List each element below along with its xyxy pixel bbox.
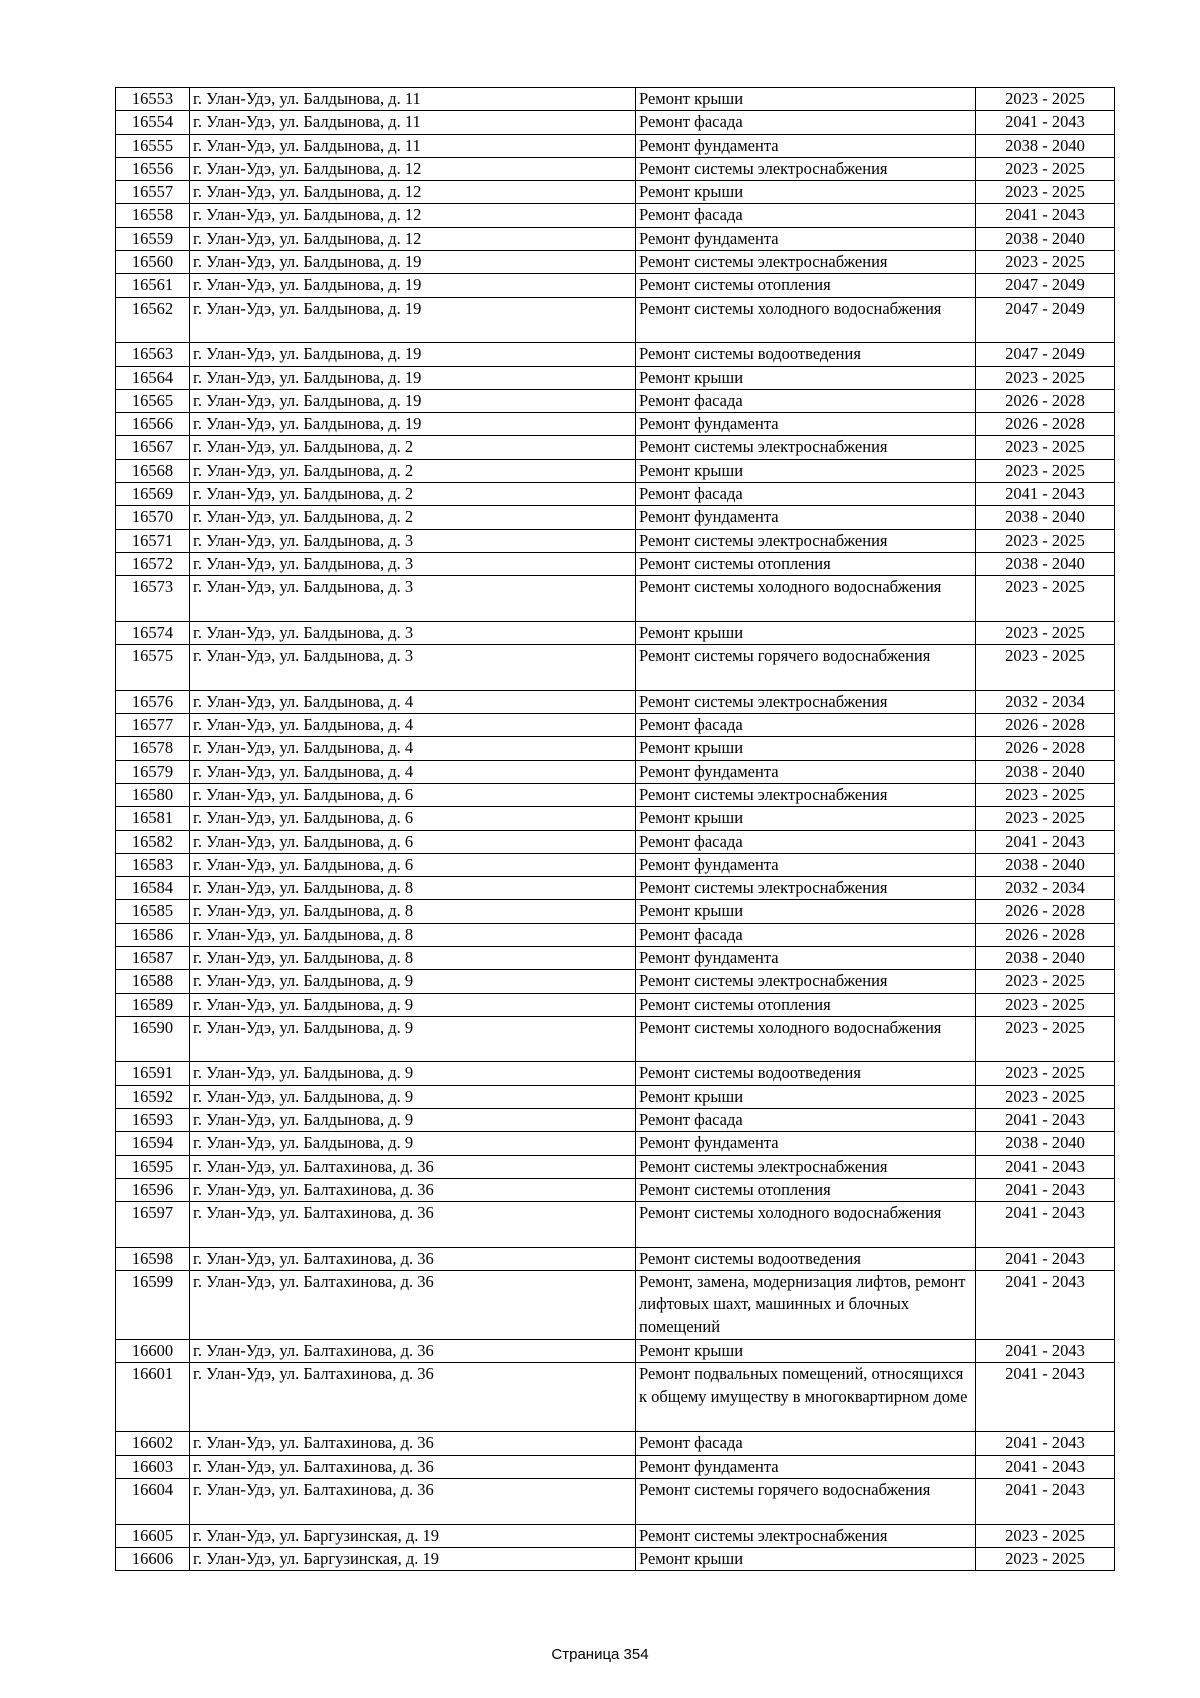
work-type-cell: Ремонт системы водоотведения: [636, 1062, 976, 1085]
table-row: [116, 111, 1115, 134]
table-row: [116, 1016, 1115, 1062]
table-row: [116, 830, 1115, 853]
row-number-cell: 16597: [116, 1202, 190, 1248]
row-number-cell: 16602: [116, 1432, 190, 1455]
address-cell: г. Улан-Удэ, ул. Балтахинова, д. 36: [190, 1202, 636, 1248]
address-cell: г. Улан-Удэ, ул. Балдынова, д. 19: [190, 343, 636, 366]
row-number-cell: 16564: [116, 366, 190, 389]
table-row: [116, 1178, 1115, 1201]
row-number-cell: 16565: [116, 389, 190, 412]
row-number-cell: 16582: [116, 830, 190, 853]
address-cell: г. Улан-Удэ, ул. Балдынова, д. 11: [190, 111, 636, 134]
table-row: [116, 436, 1115, 459]
repair-schedule-table: [115, 87, 1115, 1571]
row-number-cell: 16599: [116, 1271, 190, 1340]
row-number-cell: 16587: [116, 946, 190, 969]
table-row: [116, 506, 1115, 529]
address-cell: г. Улан-Удэ, ул. Балдынова, д. 19: [190, 366, 636, 389]
address-cell: г. Улан-Удэ, ул. Балдынова, д. 4: [190, 714, 636, 737]
row-number-cell: 16590: [116, 1016, 190, 1062]
period-cell: 2032 - 2034: [976, 877, 1115, 900]
address-cell: г. Улан-Удэ, ул. Баргузинская, д. 19: [190, 1547, 636, 1570]
address-cell: г. Улан-Удэ, ул. Балтахинова, д. 36: [190, 1247, 636, 1270]
address-cell: г. Улан-Удэ, ул. Балдынова, д. 19: [190, 251, 636, 274]
address-cell: г. Улан-Удэ, ул. Балдынова, д. 8: [190, 900, 636, 923]
period-cell: 2038 - 2040: [976, 506, 1115, 529]
row-number-cell: 16553: [116, 88, 190, 111]
period-cell: 2023 - 2025: [976, 436, 1115, 459]
work-type-cell: Ремонт фундамента: [636, 853, 976, 876]
address-cell: г. Улан-Удэ, ул. Балдынова, д. 19: [190, 274, 636, 297]
row-number-cell: 16556: [116, 157, 190, 180]
address-cell: г. Улан-Удэ, ул. Балдынова, д. 8: [190, 877, 636, 900]
address-cell: г. Улан-Удэ, ул. Балдынова, д. 3: [190, 529, 636, 552]
address-cell: г. Улан-Удэ, ул. Балдынова, д. 19: [190, 413, 636, 436]
table-row: [116, 389, 1115, 412]
work-type-cell: Ремонт системы холодного водоснабжения: [636, 1016, 976, 1062]
address-cell: г. Улан-Удэ, ул. Балтахинова, д. 36: [190, 1479, 636, 1525]
period-cell: 2026 - 2028: [976, 737, 1115, 760]
row-number-cell: 16606: [116, 1547, 190, 1570]
address-cell: г. Улан-Удэ, ул. Балдынова, д. 3: [190, 645, 636, 691]
table-row: [116, 690, 1115, 713]
row-number-cell: 16584: [116, 877, 190, 900]
table-row: [116, 760, 1115, 783]
period-cell: 2023 - 2025: [976, 576, 1115, 622]
address-cell: г. Улан-Удэ, ул. Балдынова, д. 19: [190, 297, 636, 343]
row-number-cell: 16566: [116, 413, 190, 436]
address-cell: г. Улан-Удэ, ул. Балтахинова, д. 36: [190, 1178, 636, 1201]
work-type-cell: Ремонт фундамента: [636, 134, 976, 157]
work-type-cell: Ремонт фундамента: [636, 413, 976, 436]
table-row: [116, 413, 1115, 436]
row-number-cell: 16573: [116, 576, 190, 622]
period-cell: 2041 - 2043: [976, 1455, 1115, 1478]
work-type-cell: Ремонт фасада: [636, 111, 976, 134]
table-row: [116, 483, 1115, 506]
period-cell: 2026 - 2028: [976, 900, 1115, 923]
address-cell: г. Улан-Удэ, ул. Балдынова, д. 2: [190, 506, 636, 529]
row-number-cell: 16574: [116, 621, 190, 644]
row-number-cell: 16561: [116, 274, 190, 297]
address-cell: г. Улан-Удэ, ул. Балдынова, д. 19: [190, 389, 636, 412]
address-cell: г. Улан-Удэ, ул. Балдынова, д. 6: [190, 830, 636, 853]
row-number-cell: 16603: [116, 1455, 190, 1478]
page-number: Страница 354: [551, 1646, 649, 1663]
period-cell: 2023 - 2025: [976, 1016, 1115, 1062]
work-type-cell: Ремонт фундамента: [636, 506, 976, 529]
row-number-cell: 16577: [116, 714, 190, 737]
work-type-cell: Ремонт системы электроснабжения: [636, 1155, 976, 1178]
period-cell: 2023 - 2025: [976, 251, 1115, 274]
period-cell: 2041 - 2043: [976, 204, 1115, 227]
period-cell: 2041 - 2043: [976, 1432, 1115, 1455]
address-cell: г. Улан-Удэ, ул. Балдынова, д. 4: [190, 737, 636, 760]
period-cell: 2047 - 2049: [976, 297, 1115, 343]
table-row: [116, 366, 1115, 389]
row-number-cell: 16604: [116, 1479, 190, 1525]
work-type-cell: Ремонт системы водоотведения: [636, 343, 976, 366]
work-type-cell: Ремонт системы электроснабжения: [636, 436, 976, 459]
period-cell: 2023 - 2025: [976, 529, 1115, 552]
work-type-cell: Ремонт системы холодного водоснабжения: [636, 297, 976, 343]
address-cell: г. Улан-Удэ, ул. Балдынова, д. 4: [190, 760, 636, 783]
period-cell: 2023 - 2025: [976, 366, 1115, 389]
period-cell: 2023 - 2025: [976, 807, 1115, 830]
work-type-cell: Ремонт фасада: [636, 1432, 976, 1455]
period-cell: 2038 - 2040: [976, 134, 1115, 157]
row-number-cell: 16567: [116, 436, 190, 459]
work-type-cell: Ремонт системы отопления: [636, 274, 976, 297]
table-row: [116, 552, 1115, 575]
period-cell: 2023 - 2025: [976, 645, 1115, 691]
table-row: [116, 88, 1115, 111]
table-row: [116, 970, 1115, 993]
table-row: [116, 1062, 1115, 1085]
period-cell: 2038 - 2040: [976, 946, 1115, 969]
table-row: [116, 134, 1115, 157]
row-number-cell: 16570: [116, 506, 190, 529]
address-cell: г. Улан-Удэ, ул. Балдынова, д. 2: [190, 483, 636, 506]
work-type-cell: Ремонт фундамента: [636, 227, 976, 250]
address-cell: г. Улан-Удэ, ул. Балдынова, д. 3: [190, 621, 636, 644]
period-cell: 2023 - 2025: [976, 783, 1115, 806]
table-row: [116, 714, 1115, 737]
address-cell: г. Улан-Удэ, ул. Балдынова, д. 9: [190, 1109, 636, 1132]
work-type-cell: Ремонт системы отопления: [636, 552, 976, 575]
address-cell: г. Улан-Удэ, ул. Балдынова, д. 9: [190, 993, 636, 1016]
row-number-cell: 16605: [116, 1524, 190, 1547]
period-cell: 2038 - 2040: [976, 227, 1115, 250]
period-cell: 2041 - 2043: [976, 1340, 1115, 1363]
table-row: [116, 1202, 1115, 1248]
period-cell: 2041 - 2043: [976, 1247, 1115, 1270]
work-type-cell: Ремонт системы водоотведения: [636, 1247, 976, 1270]
address-cell: г. Улан-Удэ, ул. Балдынова, д. 9: [190, 1085, 636, 1108]
address-cell: г. Улан-Удэ, ул. Балтахинова, д. 36: [190, 1155, 636, 1178]
address-cell: г. Улан-Удэ, ул. Балтахинова, д. 36: [190, 1363, 636, 1432]
work-type-cell: Ремонт системы электроснабжения: [636, 1524, 976, 1547]
row-number-cell: 16563: [116, 343, 190, 366]
row-number-cell: 16601: [116, 1363, 190, 1432]
period-cell: 2038 - 2040: [976, 853, 1115, 876]
table-row: [116, 993, 1115, 1016]
address-cell: г. Улан-Удэ, ул. Балдынова, д. 8: [190, 946, 636, 969]
period-cell: 2041 - 2043: [976, 483, 1115, 506]
address-cell: г. Улан-Удэ, ул. Балтахинова, д. 36: [190, 1455, 636, 1478]
address-cell: г. Улан-Удэ, ул. Балдынова, д. 4: [190, 690, 636, 713]
row-number-cell: 16559: [116, 227, 190, 250]
row-number-cell: 16589: [116, 993, 190, 1016]
address-cell: г. Улан-Удэ, ул. Балдынова, д. 2: [190, 459, 636, 482]
address-cell: г. Улан-Удэ, ул. Балдынова, д. 11: [190, 134, 636, 157]
period-cell: 2041 - 2043: [976, 1479, 1115, 1525]
period-cell: 2026 - 2028: [976, 714, 1115, 737]
work-type-cell: Ремонт крыши: [636, 1547, 976, 1570]
period-cell: 2023 - 2025: [976, 970, 1115, 993]
address-cell: г. Улан-Удэ, ул. Балдынова, д. 12: [190, 181, 636, 204]
period-cell: 2023 - 2025: [976, 157, 1115, 180]
table-row: [116, 1247, 1115, 1270]
work-type-cell: Ремонт системы отопления: [636, 993, 976, 1016]
period-cell: 2023 - 2025: [976, 459, 1115, 482]
address-cell: г. Улан-Удэ, ул. Балдынова, д. 12: [190, 204, 636, 227]
work-type-cell: Ремонт системы электроснабжения: [636, 877, 976, 900]
period-cell: 2038 - 2040: [976, 760, 1115, 783]
table-row: [116, 227, 1115, 250]
table-row: [116, 1271, 1115, 1340]
period-cell: 2023 - 2025: [976, 993, 1115, 1016]
row-number-cell: 16596: [116, 1178, 190, 1201]
work-type-cell: Ремонт крыши: [636, 88, 976, 111]
row-number-cell: 16554: [116, 111, 190, 134]
work-type-cell: Ремонт системы горячего водоснабжения: [636, 1479, 976, 1525]
row-number-cell: 16583: [116, 853, 190, 876]
address-cell: г. Улан-Удэ, ул. Балдынова, д. 9: [190, 1132, 636, 1155]
address-cell: г. Улан-Удэ, ул. Балтахинова, д. 36: [190, 1340, 636, 1363]
period-cell: 2038 - 2040: [976, 552, 1115, 575]
work-type-cell: Ремонт системы электроснабжения: [636, 529, 976, 552]
table-row: [116, 853, 1115, 876]
row-number-cell: 16571: [116, 529, 190, 552]
period-cell: 2023 - 2025: [976, 88, 1115, 111]
work-type-cell: Ремонт фасада: [636, 1109, 976, 1132]
table-row: [116, 645, 1115, 691]
work-type-cell: Ремонт крыши: [636, 181, 976, 204]
work-type-cell: Ремонт, замена, модернизация лифтов, ремонт лифтовых шахт, машинных и блочных помещений: [636, 1271, 976, 1340]
table-row: [116, 946, 1115, 969]
table-row: [116, 1109, 1115, 1132]
table-row: [116, 1085, 1115, 1108]
table-row: [116, 343, 1115, 366]
work-type-cell: Ремонт фундамента: [636, 1455, 976, 1478]
table-row: [116, 737, 1115, 760]
table-row: [116, 459, 1115, 482]
period-cell: 2041 - 2043: [976, 1155, 1115, 1178]
work-type-cell: Ремонт системы электроснабжения: [636, 157, 976, 180]
row-number-cell: 16576: [116, 690, 190, 713]
period-cell: 2041 - 2043: [976, 1363, 1115, 1432]
work-type-cell: Ремонт фасада: [636, 830, 976, 853]
row-number-cell: 16558: [116, 204, 190, 227]
period-cell: 2041 - 2043: [976, 1109, 1115, 1132]
address-cell: г. Улан-Удэ, ул. Балдынова, д. 12: [190, 157, 636, 180]
work-type-cell: Ремонт крыши: [636, 807, 976, 830]
address-cell: г. Улан-Удэ, ул. Балдынова, д. 6: [190, 853, 636, 876]
address-cell: г. Улан-Удэ, ул. Балтахинова, д. 36: [190, 1271, 636, 1340]
work-type-cell: Ремонт системы холодного водоснабжения: [636, 576, 976, 622]
row-number-cell: 16579: [116, 760, 190, 783]
table-body: [116, 88, 1115, 1571]
address-cell: г. Улан-Удэ, ул. Балдынова, д. 3: [190, 552, 636, 575]
table-row: [116, 621, 1115, 644]
row-number-cell: 16575: [116, 645, 190, 691]
row-number-cell: 16572: [116, 552, 190, 575]
work-type-cell: Ремонт крыши: [636, 621, 976, 644]
table-row: [116, 1132, 1115, 1155]
work-type-cell: Ремонт фундамента: [636, 1132, 976, 1155]
work-type-cell: Ремонт системы электроснабжения: [636, 783, 976, 806]
table-row: [116, 1363, 1115, 1432]
row-number-cell: 16598: [116, 1247, 190, 1270]
table-row: [116, 157, 1115, 180]
row-number-cell: 16581: [116, 807, 190, 830]
period-cell: 2041 - 2043: [976, 1271, 1115, 1340]
period-cell: 2023 - 2025: [976, 1547, 1115, 1570]
period-cell: 2026 - 2028: [976, 923, 1115, 946]
work-type-cell: Ремонт крыши: [636, 366, 976, 389]
row-number-cell: 16592: [116, 1085, 190, 1108]
work-type-cell: Ремонт фундамента: [636, 946, 976, 969]
table-row: [116, 877, 1115, 900]
row-number-cell: 16591: [116, 1062, 190, 1085]
table-row: [116, 923, 1115, 946]
table-row: [116, 274, 1115, 297]
work-type-cell: Ремонт системы электроснабжения: [636, 690, 976, 713]
period-cell: 2041 - 2043: [976, 1178, 1115, 1201]
row-number-cell: 16557: [116, 181, 190, 204]
period-cell: 2041 - 2043: [976, 830, 1115, 853]
period-cell: 2023 - 2025: [976, 1085, 1115, 1108]
period-cell: 2041 - 2043: [976, 1202, 1115, 1248]
period-cell: 2026 - 2028: [976, 413, 1115, 436]
table-row: [116, 1432, 1115, 1455]
table-row: [116, 181, 1115, 204]
address-cell: г. Улан-Удэ, ул. Балдынова, д. 3: [190, 576, 636, 622]
work-type-cell: Ремонт фасада: [636, 204, 976, 227]
table-row: [116, 251, 1115, 274]
table-row: [116, 1455, 1115, 1478]
period-cell: 2026 - 2028: [976, 389, 1115, 412]
work-type-cell: Ремонт крыши: [636, 1085, 976, 1108]
row-number-cell: 16585: [116, 900, 190, 923]
period-cell: 2023 - 2025: [976, 1062, 1115, 1085]
address-cell: г. Улан-Удэ, ул. Балдынова, д. 2: [190, 436, 636, 459]
table-row: [116, 204, 1115, 227]
address-cell: г. Улан-Удэ, ул. Балдынова, д. 6: [190, 783, 636, 806]
table-row: [116, 783, 1115, 806]
row-number-cell: 16560: [116, 251, 190, 274]
row-number-cell: 16569: [116, 483, 190, 506]
work-type-cell: Ремонт крыши: [636, 1340, 976, 1363]
table-row: [116, 529, 1115, 552]
period-cell: 2023 - 2025: [976, 181, 1115, 204]
table-row: [116, 900, 1115, 923]
row-number-cell: 16595: [116, 1155, 190, 1178]
address-cell: г. Улан-Удэ, ул. Балдынова, д. 9: [190, 1062, 636, 1085]
work-type-cell: Ремонт фасада: [636, 483, 976, 506]
row-number-cell: 16594: [116, 1132, 190, 1155]
row-number-cell: 16580: [116, 783, 190, 806]
work-type-cell: Ремонт крыши: [636, 459, 976, 482]
work-type-cell: Ремонт крыши: [636, 737, 976, 760]
work-type-cell: Ремонт системы горячего водоснабжения: [636, 645, 976, 691]
period-cell: 2047 - 2049: [976, 274, 1115, 297]
table-row: [116, 297, 1115, 343]
period-cell: 2023 - 2025: [976, 1524, 1115, 1547]
table-row: [116, 576, 1115, 622]
work-type-cell: Ремонт фундамента: [636, 760, 976, 783]
period-cell: 2023 - 2025: [976, 621, 1115, 644]
work-type-cell: Ремонт системы отопления: [636, 1178, 976, 1201]
table-row: [116, 1524, 1115, 1547]
work-type-cell: Ремонт подвальных помещений, относящихся к общему имуществу в многоквартирном доме: [636, 1363, 976, 1432]
row-number-cell: 16588: [116, 970, 190, 993]
address-cell: г. Улан-Удэ, ул. Балдынова, д. 11: [190, 88, 636, 111]
row-number-cell: 16555: [116, 134, 190, 157]
row-number-cell: 16562: [116, 297, 190, 343]
work-type-cell: Ремонт системы электроснабжения: [636, 251, 976, 274]
row-number-cell: 16600: [116, 1340, 190, 1363]
address-cell: г. Улан-Удэ, ул. Балтахинова, д. 36: [190, 1432, 636, 1455]
table-row: [116, 1340, 1115, 1363]
address-cell: г. Улан-Удэ, ул. Балдынова, д. 8: [190, 923, 636, 946]
address-cell: г. Улан-Удэ, ул. Баргузинская, д. 19: [190, 1524, 636, 1547]
work-type-cell: Ремонт системы электроснабжения: [636, 970, 976, 993]
period-cell: 2047 - 2049: [976, 343, 1115, 366]
row-number-cell: 16568: [116, 459, 190, 482]
address-cell: г. Улан-Удэ, ул. Балдынова, д. 9: [190, 970, 636, 993]
table-row: [116, 1479, 1115, 1525]
row-number-cell: 16593: [116, 1109, 190, 1132]
address-cell: г. Улан-Удэ, ул. Балдынова, д. 9: [190, 1016, 636, 1062]
address-cell: г. Улан-Удэ, ул. Балдынова, д. 6: [190, 807, 636, 830]
work-type-cell: Ремонт системы холодного водоснабжения: [636, 1202, 976, 1248]
period-cell: 2032 - 2034: [976, 690, 1115, 713]
row-number-cell: 16586: [116, 923, 190, 946]
row-number-cell: 16578: [116, 737, 190, 760]
work-type-cell: Ремонт фасада: [636, 923, 976, 946]
work-type-cell: Ремонт крыши: [636, 900, 976, 923]
address-cell: г. Улан-Удэ, ул. Балдынова, д. 12: [190, 227, 636, 250]
table-row: [116, 1547, 1115, 1570]
work-type-cell: Ремонт фасада: [636, 714, 976, 737]
period-cell: 2038 - 2040: [976, 1132, 1115, 1155]
work-type-cell: Ремонт фасада: [636, 389, 976, 412]
table-row: [116, 1155, 1115, 1178]
period-cell: 2041 - 2043: [976, 111, 1115, 134]
table-row: [116, 807, 1115, 830]
